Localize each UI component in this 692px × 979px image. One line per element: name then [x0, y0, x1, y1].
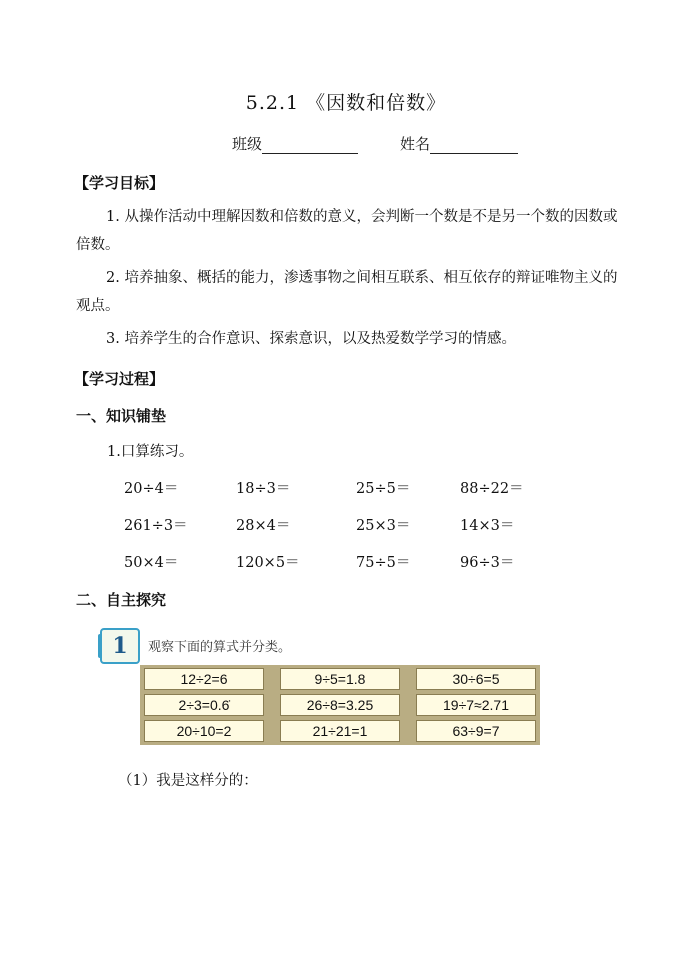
equation-card: 2÷3=0.6̇	[144, 694, 264, 716]
page-title: 5.2.1 《因数和倍数》	[245, 92, 447, 114]
class-blank[interactable]	[262, 137, 358, 154]
oral-item: 50×4＝	[124, 555, 179, 571]
oral-item: 88÷22＝	[460, 481, 524, 497]
equation-card: 12÷2=6	[144, 668, 264, 690]
oral-item: 261÷3＝	[124, 518, 188, 534]
equation-card: 20÷10=2	[144, 720, 264, 742]
class-field[interactable]	[232, 133, 358, 154]
equation-card: 30÷6=5	[416, 668, 536, 690]
oral-item: 75÷5＝	[356, 555, 411, 571]
equation-card: 63÷9=7	[416, 720, 536, 742]
name-field[interactable]	[400, 133, 518, 154]
oral-item: 25×3＝	[356, 518, 411, 534]
example-header	[100, 628, 540, 664]
equation-card: 9÷5=1.8	[280, 668, 400, 690]
classification-question: （1）我是这样分的：	[118, 773, 258, 789]
equation-card: 21÷21=1	[280, 720, 400, 742]
example-caption: 观察下面的算式并分类。	[148, 640, 292, 655]
equation-card: 19÷7≈2.71	[416, 694, 536, 716]
goal-item: 3. 培养学生的合作意识、探索意识，以及热爱数学学习的情感。	[106, 331, 516, 347]
equation-grid	[140, 665, 540, 745]
section2-heading: 二、自主探究	[76, 591, 167, 609]
oral-item: 18÷3＝	[236, 481, 291, 497]
goals-heading: 【学习目标】	[74, 174, 165, 192]
oral-practice-label: 1.口算练习。	[107, 444, 194, 460]
oral-item: 25÷5＝	[356, 481, 411, 497]
oral-item: 120×5＝	[236, 555, 300, 571]
name-blank[interactable]	[430, 137, 518, 154]
process-heading: 【学习过程】	[74, 370, 165, 388]
name-label: 姓名	[400, 135, 431, 153]
oral-item: 28×4＝	[236, 518, 291, 534]
goal-item: 2. 培养抽象、概括的能力，渗透事物之间相互联系、相互依存的辩证唯物主义的观点。	[76, 270, 618, 314]
example-number-badge: 1	[100, 628, 140, 664]
oral-item: 20÷4＝	[124, 481, 179, 497]
class-label: 班级	[232, 135, 263, 153]
oral-item: 96÷3＝	[460, 555, 515, 571]
section1-heading: 一、知识铺垫	[76, 407, 167, 425]
goal-item: 1. 从操作活动中理解因数和倍数的意义，会判断一个数是不是另一个数的因数或倍数。	[76, 209, 618, 253]
equation-card: 26÷8=3.25	[280, 694, 400, 716]
oral-item: 14×3＝	[460, 518, 515, 534]
